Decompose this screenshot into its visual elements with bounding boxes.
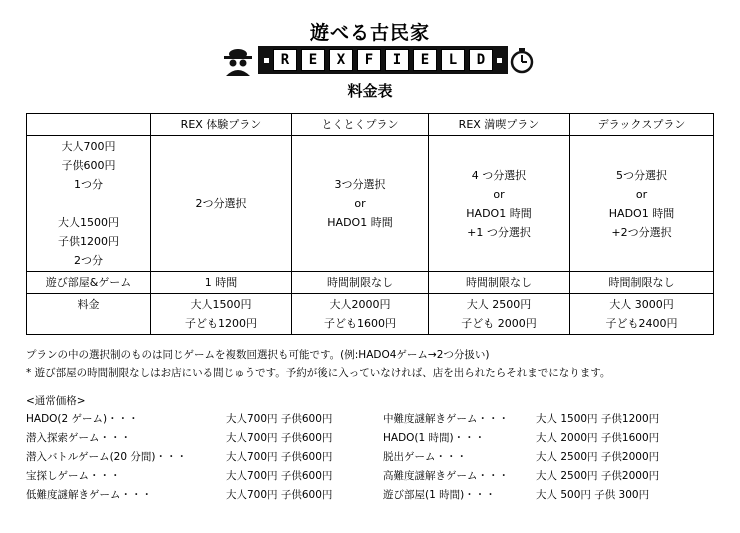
- price-name: HADO(2 ゲーム)・・・: [26, 413, 139, 425]
- price-value: 大人 2000円 子供1600円: [536, 432, 660, 444]
- row-label: 大人700円 子供600円 1つ分 大人1500円 子供1200円 2つ分: [27, 136, 151, 272]
- spy-icon: [218, 44, 258, 76]
- price-value: 大人700円 子供600円: [226, 432, 333, 444]
- price-value: 大人 500円 子供 300円: [536, 489, 650, 501]
- logo-letter: I: [385, 49, 409, 71]
- table-cell: 時間制限なし: [292, 272, 429, 294]
- table-cell: 4 つ分選択 or HADO1 時間 +1 つ分選択: [429, 136, 570, 272]
- logo-letter: L: [441, 49, 465, 71]
- table-cell: 1 時間: [151, 272, 292, 294]
- price-name: 中難度謎解きゲーム・・・: [383, 413, 509, 425]
- logo-letter: D: [469, 49, 493, 71]
- column-header: デラックスプラン: [570, 114, 714, 136]
- price-name: 宝探しゲーム・・・: [26, 470, 121, 482]
- price-name: 潜入バトルゲーム(20 分間)・・・: [26, 451, 187, 463]
- filmstrip-perforation: [264, 58, 269, 63]
- table-cell: 大人2000円 子ども1600円: [292, 294, 429, 335]
- price-name: 低難度謎解きゲーム・・・: [26, 489, 152, 501]
- price-value: 大人700円 子供600円: [226, 451, 333, 463]
- filmstrip-perforation: [497, 58, 502, 63]
- price-name: 潜入探索ゲーム・・・: [26, 432, 131, 444]
- logo-letter: R: [273, 49, 297, 71]
- notes: [26, 346, 610, 382]
- note-line: プランの中の選択制のものは同じゲームを複数回選択も可能です。(例:HADO4ゲーム→2つ分扱い): [26, 349, 490, 361]
- price-value: 大人 1500円 子供1200円: [536, 413, 660, 425]
- table-cell: 3つ分選択 or HADO1 時間: [292, 136, 429, 272]
- table-row: [27, 272, 714, 294]
- logo-letter: X: [329, 49, 353, 71]
- logo-letter: F: [357, 49, 381, 71]
- table-cell: 5つ分選択 or HADO1 時間 +2つ分選択: [570, 136, 714, 272]
- row-label: 遊び部屋&ゲーム: [27, 272, 151, 294]
- prices-heading: <通常価格>: [26, 395, 86, 407]
- table-header-row: [27, 114, 714, 136]
- table-row: [27, 136, 714, 272]
- logo-letter: E: [301, 49, 325, 71]
- column-header: REX 満喫プラン: [429, 114, 570, 136]
- plan-table: [26, 113, 714, 335]
- logo-letter: E: [413, 49, 437, 71]
- table-cell: 大人1500円 子ども1200円: [151, 294, 292, 335]
- column-header: REX 体験プラン: [151, 114, 292, 136]
- table-cell: 大人 2500円 子ども 2000円: [429, 294, 570, 335]
- price-value: 大人700円 子供600円: [226, 470, 333, 482]
- logo: [218, 44, 536, 76]
- price-name: HADO(1 時間)・・・: [383, 432, 486, 444]
- table-cell: 時間制限なし: [570, 272, 714, 294]
- page-title: 料金表: [347, 82, 393, 100]
- table-cell: 2つ分選択: [151, 136, 292, 272]
- table-row: [27, 294, 714, 335]
- table-cell: 時間制限なし: [429, 272, 570, 294]
- price-value: 大人700円 子供600円: [226, 489, 333, 501]
- price-name: 遊び部屋(1 時間)・・・: [383, 489, 496, 501]
- subtitle: 遊べる古民家: [309, 22, 430, 44]
- price-name: 脱出ゲーム・・・: [383, 451, 467, 463]
- table-cell: 大人 3000円 子ども2400円: [570, 294, 714, 335]
- price-value: 大人 2500円 子供2000円: [536, 451, 660, 463]
- price-name: 高難度謎解きゲーム・・・: [383, 470, 509, 482]
- stopwatch-icon: [508, 44, 536, 76]
- table-corner: [27, 114, 151, 136]
- logo-filmstrip: [258, 46, 508, 74]
- price-value: 大人700円 子供600円: [226, 413, 333, 425]
- row-label: 料金: [27, 294, 151, 335]
- column-header: とくとくプラン: [292, 114, 429, 136]
- price-value: 大人 2500円 子供2000円: [536, 470, 660, 482]
- note-line: * 遊び部屋の時間制限なしはお店にいる間じゅうです。予約が後に入っていなければ、店を出られたらそれまでになります。: [26, 367, 611, 379]
